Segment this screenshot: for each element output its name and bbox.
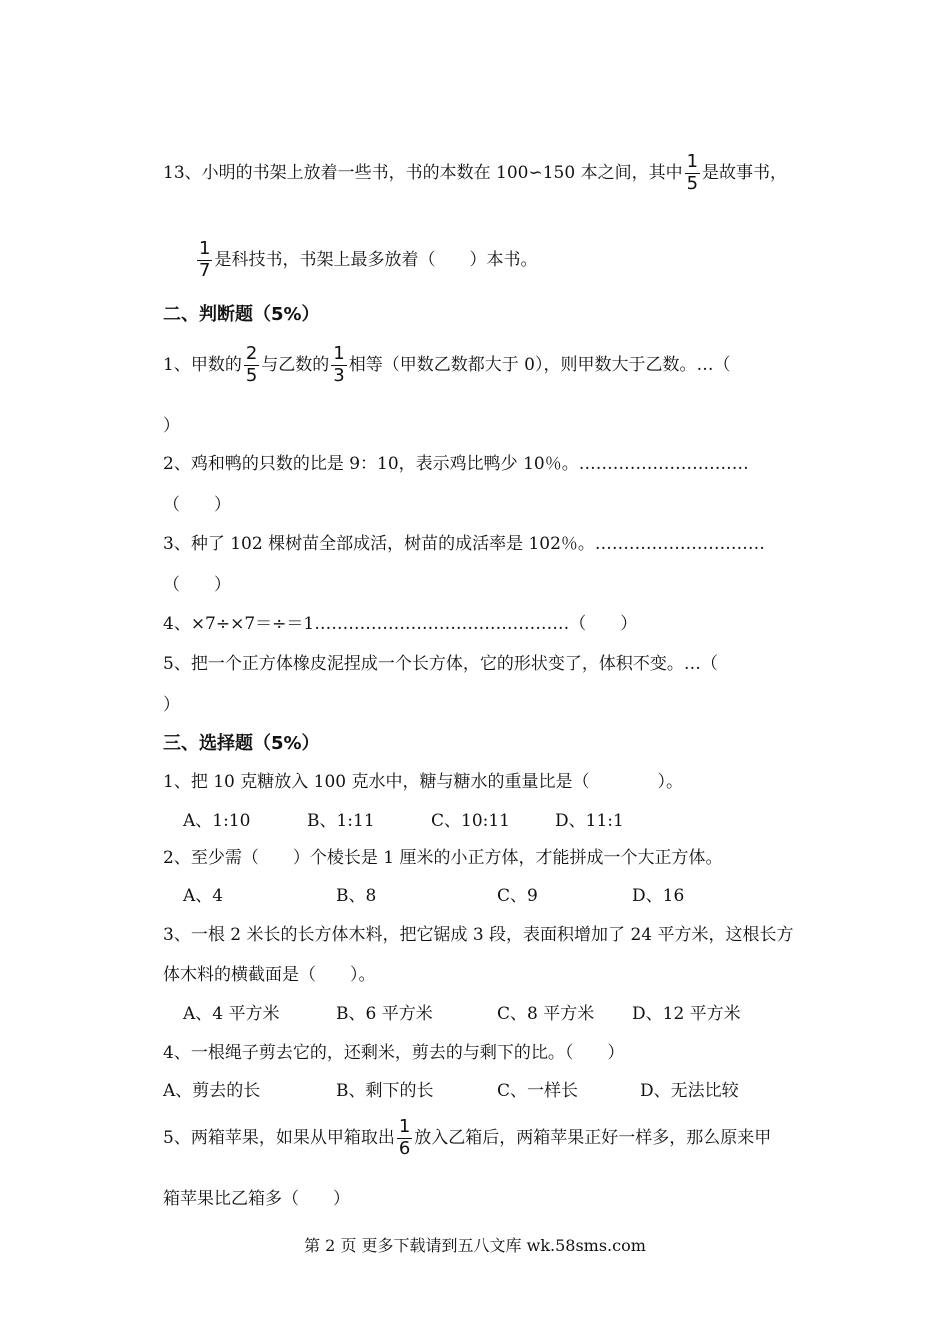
option-a: A、4 [183, 886, 224, 906]
section2-title: 二、判断题（5%） [163, 304, 320, 325]
q13-text-b: 是故事书， [702, 162, 788, 183]
fraction-two-fifths: $\frac{2}{5}$ [245, 343, 258, 386]
option-a: A、剪去的长 [163, 1081, 261, 1101]
judge-q5-bracket: ） [163, 695, 180, 715]
choice-q4: 4、一根绳子剪去它的，还剩米，剪去的与剩下的比。（ ） [163, 1043, 625, 1063]
choice-q3-line1: 3、一根 2 米长的长方体木料，把它锯成 3 段，表面积增加了 24 平方米，这根长方 [163, 925, 794, 945]
judge-q1: 1、甲数的 $\frac{2}{5}$ 与乙数的 $\frac{1}{3}$ 相等（甲数乙数都大于 0），则甲数大于乙数。…（ [163, 343, 731, 386]
q13-text-a: 13、小明的书架上放着一些书，书的本数在 100∽150 本之间，其中 [163, 162, 683, 183]
q13-text-c: 是科技书，书架上最多放着（ ）本书。 [214, 249, 538, 270]
judge-q3: 3、种了 102 棵树苗全部成活，树苗的成活率是 102％。………………………… [163, 534, 765, 554]
q13-line1 [163, 153, 787, 194]
judge-q2: 2、鸡和鸭的只数的比是 9：10，表示鸡比鸭少 10％。………………………… [163, 454, 749, 474]
choice-q2: 2、至少需（ ）个棱长是 1 厘米的小正方体，才能拼成一个大正方体。 [163, 848, 723, 868]
choice-q3-line2: 体木料的横截面是（ ）。 [163, 965, 376, 985]
q13-line2 [195, 240, 537, 281]
judge-q2-bracket: （ ） [163, 495, 231, 515]
option-b: B、剩下的长 [336, 1081, 434, 1101]
option-b: B、8 [336, 886, 377, 906]
page-footer: 第 2 页 更多下载请到五八文库 wk.58sms.com [304, 1236, 646, 1255]
choice-q5-line2: 箱苹果比乙箱多（ ） [163, 1189, 350, 1209]
choice-q1: 1、把 10 克糖放入 100 克水中，糖与糖水的重量比是（ ）。 [163, 772, 684, 792]
judge-q1-bracket: ） [163, 416, 180, 436]
choice-q5-line1: 5、两箱苹果，如果从甲箱取出 $\frac{1}{6}$ 放入乙箱后，两箱苹果正好一样多，那么原来甲 [163, 1116, 772, 1159]
option-b: B、1:11 [307, 811, 375, 831]
judge-q4: 4、×7÷×7＝÷＝1………………………………………（ ） [163, 614, 638, 634]
option-c: C、10:11 [431, 811, 510, 831]
fraction-one-third: $\frac{1}{3}$ [333, 343, 345, 386]
option-a: A、4 平方米 [183, 1004, 280, 1024]
judge-q5: 5、把一个正方体橡皮泥捏成一个长方体，它的形状变了，体积不变。…（ [163, 654, 718, 674]
fraction-one-sixth: $\frac{1}{6}$ [398, 1116, 411, 1159]
fraction-one-seventh: $\frac{1}{7}$ [199, 238, 211, 281]
judge-q3-bracket: （ ） [163, 575, 231, 595]
option-d: D、16 [632, 886, 685, 906]
option-c: C、9 [497, 886, 538, 906]
option-d: D、12 平方米 [632, 1004, 741, 1024]
option-a: A、1:10 [183, 811, 251, 831]
option-d: D、无法比较 [640, 1081, 739, 1101]
option-c: C、一样长 [497, 1081, 579, 1101]
option-b: B、6 平方米 [336, 1004, 433, 1024]
section3-title: 三、选择题（5%） [163, 733, 320, 754]
option-d: D、11:1 [555, 811, 624, 831]
fraction-one-fifth: $\frac{1}{5}$ [686, 151, 699, 194]
option-c: C、8 平方米 [497, 1004, 595, 1024]
